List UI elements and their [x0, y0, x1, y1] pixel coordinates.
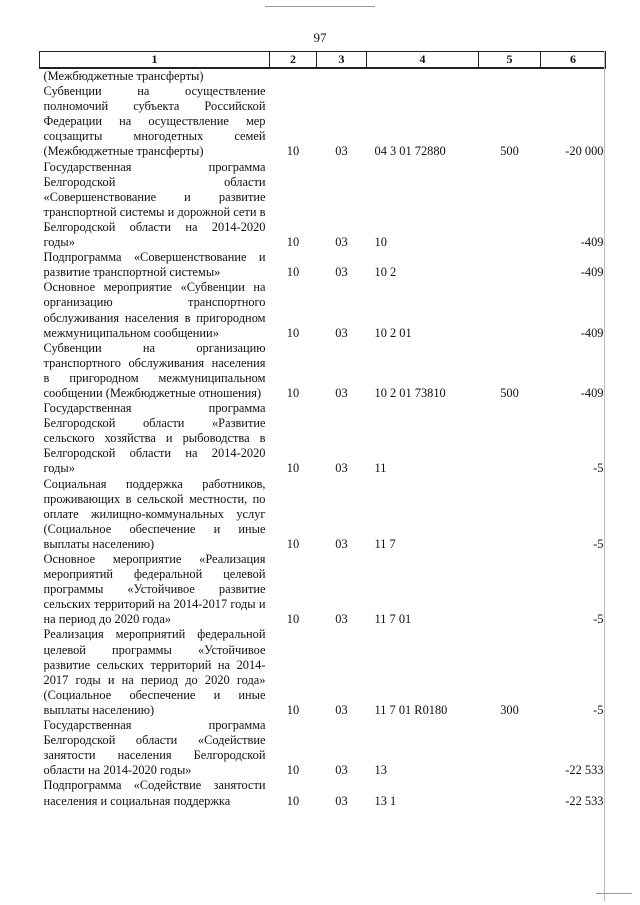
- row-name: Подпрограмма «Совершенствование и развитие транспортной системы»: [43, 250, 266, 280]
- page-number: 97: [313, 30, 327, 45]
- row-amount: -22 533: [565, 763, 604, 778]
- table-row: [40, 778, 606, 808]
- table-row: [40, 84, 606, 159]
- table-row: [40, 627, 606, 718]
- row-expense-type: [479, 280, 541, 340]
- row-section: 10: [286, 536, 300, 551]
- header-col-1: 1: [40, 52, 270, 69]
- row-amount: -5: [593, 536, 604, 551]
- row-target-code: 10 2 01: [374, 325, 412, 340]
- row-amount: -409: [580, 265, 604, 280]
- row-section: 10: [286, 763, 300, 778]
- table-row: [40, 341, 606, 401]
- row-target-code: 11 7 01: [374, 612, 412, 627]
- row-target-code: 10: [374, 235, 387, 250]
- row-amount: -409: [580, 385, 604, 400]
- row-section: 10: [286, 793, 300, 808]
- row-section: 10: [286, 385, 300, 400]
- row-target-code: [367, 68, 479, 84]
- row-target-code: 13 1: [374, 793, 397, 808]
- table-row: [40, 160, 606, 251]
- row-subsection: 03: [335, 763, 348, 778]
- row-subsection: 03: [335, 536, 348, 551]
- row-section: 10: [286, 144, 300, 159]
- row-subsection: 03: [335, 385, 348, 400]
- row-amount: -20 000: [565, 144, 604, 159]
- row-subsection: 03: [335, 265, 348, 280]
- row-name: Субвенции на организацию транспортного обслуживания населения в пригородном межмуниципальном сообщении (Межбюджетные отношения): [43, 340, 266, 400]
- row-amount: -5: [593, 461, 604, 476]
- row-expense-type: [479, 477, 541, 552]
- row-expense-type: 500: [500, 144, 519, 159]
- row-section: 10: [286, 325, 300, 340]
- row-expense-type: 500: [500, 385, 519, 400]
- row-subsection: 03: [335, 793, 348, 808]
- row-amount: -5: [593, 612, 604, 627]
- budget-table: [39, 51, 605, 809]
- row-expense-type: 300: [500, 702, 519, 717]
- row-amount: -409: [580, 235, 604, 250]
- row-amount: -409: [580, 325, 604, 340]
- row-amount: [541, 68, 606, 84]
- row-name: Основное мероприятие «Субвенции на организацию транспортного обслуживания населения в пригородном межмуниципальном сообщении»: [43, 280, 266, 340]
- row-name: Основное мероприятие «Реализация мероприятий федеральной целевой программы «Устойчивое развитие сельских территорий на 2014-2017 годы и на период до 2020 года»: [43, 552, 266, 627]
- table-row: [40, 68, 606, 84]
- row-subsection: 03: [335, 461, 348, 476]
- row-expense-type: [479, 718, 541, 778]
- row-expense-type: [479, 778, 541, 808]
- header-col-6: 6: [541, 52, 606, 69]
- row-section: 10: [286, 702, 300, 717]
- header-col-4: 4: [367, 52, 479, 69]
- row-target-code: 10 2: [374, 265, 397, 280]
- header-col-2: 2: [270, 52, 317, 69]
- row-subsection: 03: [335, 325, 348, 340]
- row-target-code: 13: [374, 763, 387, 778]
- row-target-code: 11 7 01 R0180: [374, 702, 448, 717]
- row-name: Реализация мероприятий федеральной целевой программы «Устойчивое развитие сельских территорий на 2014-2017 годы и на период до 2020 года» (Социальное обеспечение и иные выплаты населению): [43, 627, 266, 717]
- row-name: Государственная программа Белгородской области «Совершенствование и развитие транспортной системы и дорожной сети в Белгородской области на 2014-2020 годы»: [43, 159, 266, 250]
- scan-top-line: [265, 6, 375, 7]
- row-target-code: 10 2 01 73810: [374, 385, 446, 400]
- table-row: [40, 718, 606, 778]
- row-subsection: 03: [335, 702, 348, 717]
- row-name: (Межбюджетные трансферты): [43, 69, 204, 83]
- row-target-code: 04 3 01 72880: [374, 144, 446, 159]
- table-row: [40, 552, 606, 627]
- scan-edge-line: [604, 51, 605, 901]
- row-expense-type: [479, 160, 541, 251]
- row-subsection: [317, 68, 367, 84]
- row-amount: -22 533: [565, 793, 604, 808]
- header-col-3: 3: [317, 52, 367, 69]
- row-subsection: 03: [335, 144, 348, 159]
- row-expense-type: [479, 250, 541, 280]
- row-name: Социальная поддержка работников, проживающих в сельской местности, по оплате жилищно-коммунальных услуг (Социальное обеспечение и иные выплаты населению): [43, 476, 266, 551]
- row-name: Субвенции на осуществление полномочий субъекта Российской Федерации на осуществление мер соцзащиты многодетных семей (Межбюджетные трансферты): [43, 84, 266, 159]
- row-name: Государственная программа Белгородской области «Содействие занятости населения Белгородской области на 2014-2020 годы»: [43, 718, 266, 778]
- row-subsection: 03: [335, 235, 348, 250]
- row-amount: -5: [593, 702, 604, 717]
- row-section: 10: [286, 265, 300, 280]
- row-section: 10: [286, 235, 300, 250]
- row-expense-type: [479, 552, 541, 627]
- scan-mark: [596, 893, 632, 894]
- row-section: 10: [286, 461, 300, 476]
- header-col-5: 5: [479, 52, 541, 69]
- row-target-code: 11 7: [374, 536, 396, 551]
- row-section: [270, 68, 317, 84]
- row-target-code: 11: [374, 461, 387, 476]
- row-expense-type: [479, 401, 541, 476]
- table-row: [40, 250, 606, 280]
- row-expense-type: [479, 68, 541, 84]
- row-section: 10: [286, 612, 300, 627]
- table-row: [40, 477, 606, 552]
- table-row: [40, 280, 606, 340]
- row-name: Подпрограмма «Содействие занятости населения и социальная поддержка: [43, 778, 266, 808]
- row-subsection: 03: [335, 612, 348, 627]
- row-name: Государственная программа Белгородской области «Развитие сельского хозяйства и рыбоводства в Белгородской области на 2014-2020 годы»: [43, 401, 266, 476]
- table-row: [40, 401, 606, 476]
- table-header-row: [40, 52, 606, 69]
